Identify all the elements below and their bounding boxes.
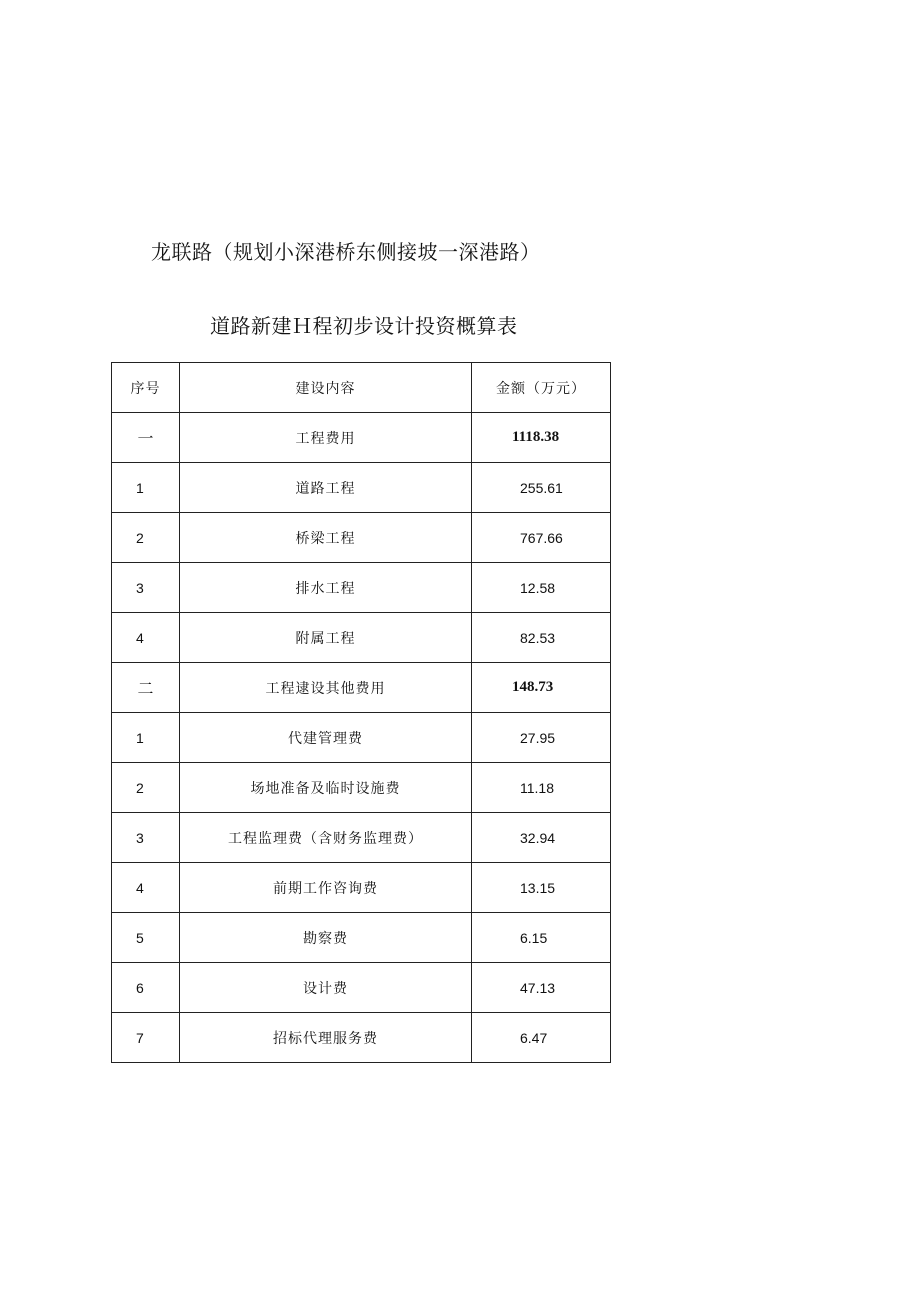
- row-item: 场地准备及临时设施费: [180, 763, 472, 813]
- table-row: [112, 763, 611, 813]
- row-amount: 27.95: [472, 713, 611, 763]
- row-amount: 767.66: [472, 513, 611, 563]
- row-number: 2: [112, 763, 180, 813]
- row-item: 勘察费: [180, 913, 472, 963]
- table-row: [112, 963, 611, 1013]
- table-row: [112, 713, 611, 763]
- row-item: 招标代理服务费: [180, 1013, 472, 1063]
- table-row: [112, 663, 611, 713]
- row-number: 1: [112, 463, 180, 513]
- table-row: [112, 1013, 611, 1063]
- document-title-line-2: 道路新建Ｈ程初步设计投资概算表: [210, 314, 518, 338]
- table-row: [112, 813, 611, 863]
- table-row: [112, 463, 611, 513]
- row-number: 一: [112, 413, 180, 463]
- row-item: 代建管理费: [180, 713, 472, 763]
- table-row: [112, 513, 611, 563]
- row-item: 工程费用: [180, 413, 472, 463]
- row-amount: 47.13: [472, 963, 611, 1013]
- table-row: [112, 863, 611, 913]
- row-item: 工程逮设其他费用: [180, 663, 472, 713]
- table-row: [112, 913, 611, 963]
- row-amount: 11.18: [472, 763, 611, 813]
- row-number: 4: [112, 863, 180, 913]
- header-no: 序号: [112, 363, 180, 413]
- row-amount: 6.47: [472, 1013, 611, 1063]
- table-row: [112, 563, 611, 613]
- row-amount: 32.94: [472, 813, 611, 863]
- header-item: 建设内容: [180, 363, 472, 413]
- row-number: 5: [112, 913, 180, 963]
- row-item: 前期工作咨询费: [180, 863, 472, 913]
- table-row: [112, 613, 611, 663]
- row-number: 3: [112, 813, 180, 863]
- row-number: 6: [112, 963, 180, 1013]
- budget-table: [111, 362, 611, 1063]
- row-number: 1: [112, 713, 180, 763]
- row-item: 道路工程: [180, 463, 472, 513]
- row-amount: 13.15: [472, 863, 611, 913]
- row-amount: 255.61: [472, 463, 611, 513]
- row-item: 桥梁工程: [180, 513, 472, 563]
- table-header-row: [112, 363, 611, 413]
- row-number: 二: [112, 663, 180, 713]
- row-amount: 82.53: [472, 613, 611, 663]
- row-amount: 1118.38: [472, 413, 611, 463]
- row-item: 工程监理费（含财务监理费）: [180, 813, 472, 863]
- document-title-line-1: 龙联路（规划小深港桥东侧接坡一深港路）: [151, 240, 541, 264]
- row-amount: 12.58: [472, 563, 611, 613]
- row-item: 附属工程: [180, 613, 472, 663]
- row-item: 排水工程: [180, 563, 472, 613]
- row-number: 2: [112, 513, 180, 563]
- row-amount: 148.73: [472, 663, 611, 713]
- row-number: 3: [112, 563, 180, 613]
- row-number: 7: [112, 1013, 180, 1063]
- row-amount: 6.15: [472, 913, 611, 963]
- header-amount: 金额（万元）: [472, 363, 611, 413]
- row-item: 设计费: [180, 963, 472, 1013]
- table-row: [112, 413, 611, 463]
- row-number: 4: [112, 613, 180, 663]
